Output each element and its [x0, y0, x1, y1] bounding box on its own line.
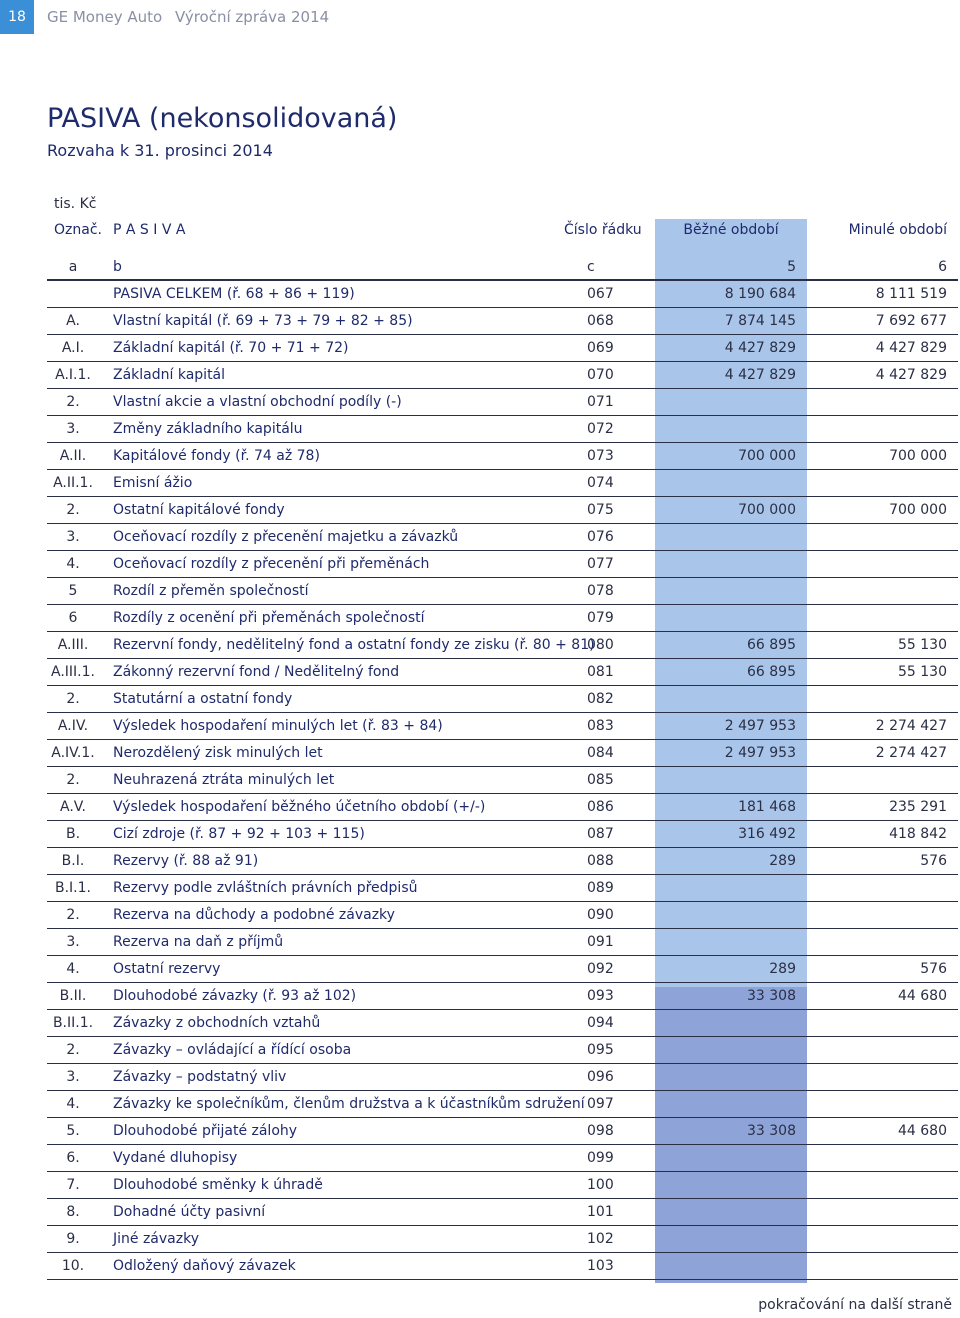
row-label: Závazky – ovládající a řídící osoba	[113, 1042, 352, 1058]
table-row	[47, 740, 958, 767]
table-row	[47, 1199, 958, 1226]
table-row	[47, 794, 958, 821]
row-label: Jiné závazky	[113, 1231, 199, 1247]
table-row	[47, 1226, 958, 1253]
table-row	[47, 551, 958, 578]
row-code: B.II.	[59, 988, 87, 1004]
row-current-value: 66 895	[747, 637, 796, 653]
balance-sheet-table	[47, 219, 958, 1283]
row-label: Závazky – podstatný vliv	[113, 1069, 287, 1085]
row-code: 2.	[66, 691, 80, 707]
row-label: Cizí zdroje (ř. 87 + 92 + 103 + 115)	[113, 826, 365, 842]
row-label: Závazky ke společníkům, členům družstva a k účastníkům sdružení	[113, 1096, 585, 1112]
row-previous-value: 4 427 829	[875, 367, 947, 383]
row-number: 096	[587, 1069, 614, 1085]
row-number: 077	[587, 556, 614, 572]
row-number: 091	[587, 934, 614, 950]
row-code: 3.	[66, 1069, 80, 1085]
table-row	[47, 1091, 958, 1118]
row-code: A.III.1.	[51, 664, 95, 680]
table-row	[47, 524, 958, 551]
row-code: 4.	[66, 1096, 80, 1112]
table-row	[47, 632, 958, 659]
row-label: Zákonný rezervní fond / Nedělitelný fond	[113, 664, 400, 680]
row-code: A.II.1.	[53, 475, 93, 491]
row-previous-value: 8 111 519	[875, 286, 947, 302]
table-row	[47, 686, 958, 713]
row-label: Výsledek hospodaření běžného účetního období (+/-)	[113, 799, 486, 815]
row-number: 093	[587, 988, 614, 1004]
row-previous-value: 700 000	[889, 448, 947, 464]
row-number: 081	[587, 664, 614, 680]
header-code: Označ.	[54, 222, 102, 238]
row-label: Dlouhodobé závazky (ř. 93 až 102)	[113, 988, 357, 1004]
row-current-value: 2 497 953	[724, 745, 796, 761]
table-row	[47, 1037, 958, 1064]
row-code: 4.	[66, 961, 80, 977]
row-current-value: 4 427 829	[724, 340, 796, 356]
row-number: 087	[587, 826, 614, 842]
row-code: a	[68, 259, 78, 275]
table-row	[47, 1172, 958, 1199]
row-label: Oceňovací rozdíly z přecenění při přeměnách	[113, 556, 430, 572]
table-row	[47, 713, 958, 740]
row-number: 101	[587, 1204, 614, 1220]
row-label: Dohadné účty pasivní	[113, 1204, 266, 1220]
row-code: A.	[66, 313, 80, 329]
row-label: Výsledek hospodaření minulých let (ř. 83 + 84)	[113, 718, 443, 734]
row-label: Vlastní kapitál (ř. 69 + 73 + 79 + 82 + 85)	[113, 313, 413, 329]
row-label: Závazky z obchodních vztahů	[113, 1015, 321, 1031]
row-number: 089	[587, 880, 614, 896]
row-code: 4.	[66, 556, 80, 572]
row-code: 2.	[66, 502, 80, 518]
table-row	[47, 929, 958, 956]
row-label: Základní kapitál	[113, 367, 226, 383]
row-current-value: 700 000	[738, 448, 796, 464]
table-row	[47, 983, 958, 1010]
row-label: Neuhrazená ztráta minulých let	[113, 772, 335, 788]
row-number: 071	[587, 394, 614, 410]
row-previous-value: 418 842	[889, 826, 947, 842]
table-row	[47, 767, 958, 794]
row-code: 2.	[66, 772, 80, 788]
row-code: 3.	[66, 934, 80, 950]
row-current-value: 700 000	[738, 502, 796, 518]
row-code: 5	[68, 583, 78, 599]
row-code: 2.	[66, 1042, 80, 1058]
table-row	[47, 443, 958, 470]
row-previous-value: 576	[920, 853, 947, 869]
row-code: 2.	[66, 907, 80, 923]
row-code: A.V.	[59, 799, 86, 815]
header-previous-period: Minulé období	[848, 222, 947, 238]
table-row	[47, 308, 958, 335]
row-label: Emisní ážio	[113, 475, 193, 491]
row-label: Statutární a ostatní fondy	[113, 691, 293, 707]
row-code: B.I.	[61, 853, 85, 869]
row-current-value: 316 492	[738, 826, 796, 842]
row-previous-value: 6	[938, 259, 947, 275]
table-row	[47, 1253, 958, 1280]
table-row	[47, 605, 958, 632]
row-number: 076	[587, 529, 614, 545]
row-number: 099	[587, 1150, 614, 1166]
row-number: 103	[587, 1258, 614, 1274]
row-code: 10.	[61, 1258, 85, 1274]
row-code: 5.	[66, 1123, 80, 1139]
row-number: 095	[587, 1042, 614, 1058]
row-label: Rezervy (ř. 88 až 91)	[113, 853, 259, 869]
row-number: 068	[587, 313, 614, 329]
units-label: tis. Kč	[54, 196, 97, 212]
row-code: 3.	[66, 529, 80, 545]
table-row	[47, 281, 958, 308]
row-code: A.II.	[59, 448, 87, 464]
row-previous-value: 55 130	[898, 664, 947, 680]
row-number: 085	[587, 772, 614, 788]
header-current-period: Běžné období	[683, 222, 779, 238]
row-number: 086	[587, 799, 614, 815]
row-number: 072	[587, 421, 614, 437]
table-row	[47, 821, 958, 848]
row-number: 097	[587, 1096, 614, 1112]
row-label: Změny základního kapitálu	[113, 421, 303, 437]
table-row	[47, 389, 958, 416]
row-number: 100	[587, 1177, 614, 1193]
row-number: 088	[587, 853, 614, 869]
page-number: 18	[0, 0, 34, 34]
page-header	[0, 0, 960, 34]
row-label: Nerozdělený zisk minulých let	[113, 745, 323, 761]
row-label: PASIVA CELKEM (ř. 68 + 86 + 119)	[113, 286, 355, 302]
table-row	[47, 578, 958, 605]
report-name: Výroční zpráva 2014	[174, 8, 330, 26]
row-label: Základní kapitál (ř. 70 + 71 + 72)	[113, 340, 349, 356]
row-number: 074	[587, 475, 614, 491]
row-label: Rezerva na důchody a podobné závazky	[113, 907, 395, 923]
row-current-value: 2 497 953	[724, 718, 796, 734]
row-number: c	[587, 259, 595, 275]
row-current-value: 66 895	[747, 664, 796, 680]
row-number: 098	[587, 1123, 614, 1139]
row-previous-value: 4 427 829	[875, 340, 947, 356]
table-row	[47, 1010, 958, 1037]
row-number: 079	[587, 610, 614, 626]
row-current-value: 289	[769, 961, 796, 977]
row-current-value: 5	[787, 259, 796, 275]
row-number: 102	[587, 1231, 614, 1247]
table-row	[47, 902, 958, 929]
row-number: 084	[587, 745, 614, 761]
table-row	[47, 1064, 958, 1091]
table-row	[47, 470, 958, 497]
row-code: B.I.1.	[55, 880, 91, 896]
header-row-number: Číslo řádku	[564, 222, 642, 238]
row-previous-value: 44 680	[898, 1123, 947, 1139]
page-title: PASIVA (nekonsolidovaná)	[47, 103, 398, 134]
table-row	[47, 875, 958, 902]
table-row	[47, 1145, 958, 1172]
row-number: 090	[587, 907, 614, 923]
row-code: 8.	[66, 1204, 80, 1220]
row-code: A.I.1.	[55, 367, 91, 383]
table-row	[47, 254, 958, 281]
row-code: B.	[65, 826, 81, 842]
row-label: Rezerva na daň z příjmů	[113, 934, 284, 950]
row-code: A.III.	[57, 637, 89, 653]
row-label: Rezervní fondy, nedělitelný fond a ostatní fondy ze zisku (ř. 80 + 81)	[113, 637, 595, 653]
row-code: 6.	[66, 1150, 80, 1166]
row-number: 070	[587, 367, 614, 383]
row-number: 083	[587, 718, 614, 734]
row-label: Rezervy podle zvláštních právních předpisů	[113, 880, 418, 896]
row-number: 082	[587, 691, 614, 707]
row-previous-value: 7 692 677	[875, 313, 947, 329]
row-current-value: 181 468	[738, 799, 796, 815]
table-row	[47, 362, 958, 389]
row-code: 3.	[66, 421, 80, 437]
row-label: Dlouhodobé směnky k úhradě	[113, 1177, 323, 1193]
row-label: Kapitálové fondy (ř. 74 až 78)	[113, 448, 320, 464]
table-header	[47, 219, 958, 243]
row-label: Vydané dluhopisy	[113, 1150, 238, 1166]
row-previous-value: 2 274 427	[875, 745, 947, 761]
row-current-value: 4 427 829	[724, 367, 796, 383]
table-row	[47, 659, 958, 686]
row-previous-value: 44 680	[898, 988, 947, 1004]
row-code: 2.	[66, 394, 80, 410]
row-previous-value: 55 130	[898, 637, 947, 653]
table-row	[47, 956, 958, 983]
row-number: 094	[587, 1015, 614, 1031]
company-name: GE Money Auto	[47, 8, 163, 26]
row-code: A.IV.1.	[51, 745, 95, 761]
row-label: Dlouhodobé přijaté zálohy	[113, 1123, 298, 1139]
row-code: A.IV.	[57, 718, 89, 734]
row-label: Ostatní kapitálové fondy	[113, 502, 285, 518]
row-label: Odložený daňový závazek	[113, 1258, 296, 1274]
row-label: Rozdíl z přeměn společností	[113, 583, 309, 599]
row-previous-value: 700 000	[889, 502, 947, 518]
row-code: 9.	[66, 1231, 80, 1247]
table-row	[47, 416, 958, 443]
row-current-value: 7 874 145	[724, 313, 796, 329]
header-label: P A S I V A	[113, 222, 186, 238]
row-current-value: 289	[769, 853, 796, 869]
row-previous-value: 576	[920, 961, 947, 977]
table-body	[47, 254, 958, 1280]
table-row	[47, 335, 958, 362]
row-number: 092	[587, 961, 614, 977]
report-title	[47, 8, 337, 26]
table-row	[47, 848, 958, 875]
row-code: 7.	[66, 1177, 80, 1193]
row-label: Ostatní rezervy	[113, 961, 221, 977]
table-row	[47, 497, 958, 524]
row-current-value: 33 308	[747, 988, 796, 1004]
row-previous-value: 235 291	[889, 799, 947, 815]
row-code: A.I.	[61, 340, 85, 356]
row-code: B.II.1.	[52, 1015, 94, 1031]
page-subtitle: Rozvaha k 31. prosinci 2014	[47, 141, 273, 160]
continuation-note: pokračování na další straně	[758, 1297, 952, 1313]
row-number: 067	[587, 286, 614, 302]
row-number: 073	[587, 448, 614, 464]
row-current-value: 33 308	[747, 1123, 796, 1139]
row-code: 6	[68, 610, 78, 626]
table-row	[47, 1118, 958, 1145]
row-previous-value: 2 274 427	[875, 718, 947, 734]
row-label: b	[113, 259, 122, 275]
row-number: 075	[587, 502, 614, 518]
row-number: 078	[587, 583, 614, 599]
row-label: Vlastní akcie a vlastní obchodní podíly (-)	[113, 394, 402, 410]
row-number: 080	[587, 637, 614, 653]
row-label: Rozdíly z ocenění při přeměnách společností	[113, 610, 425, 626]
row-current-value: 8 190 684	[724, 286, 796, 302]
row-label: Oceňovací rozdíly z přecenění majetku a závazků	[113, 529, 459, 545]
row-number: 069	[587, 340, 614, 356]
